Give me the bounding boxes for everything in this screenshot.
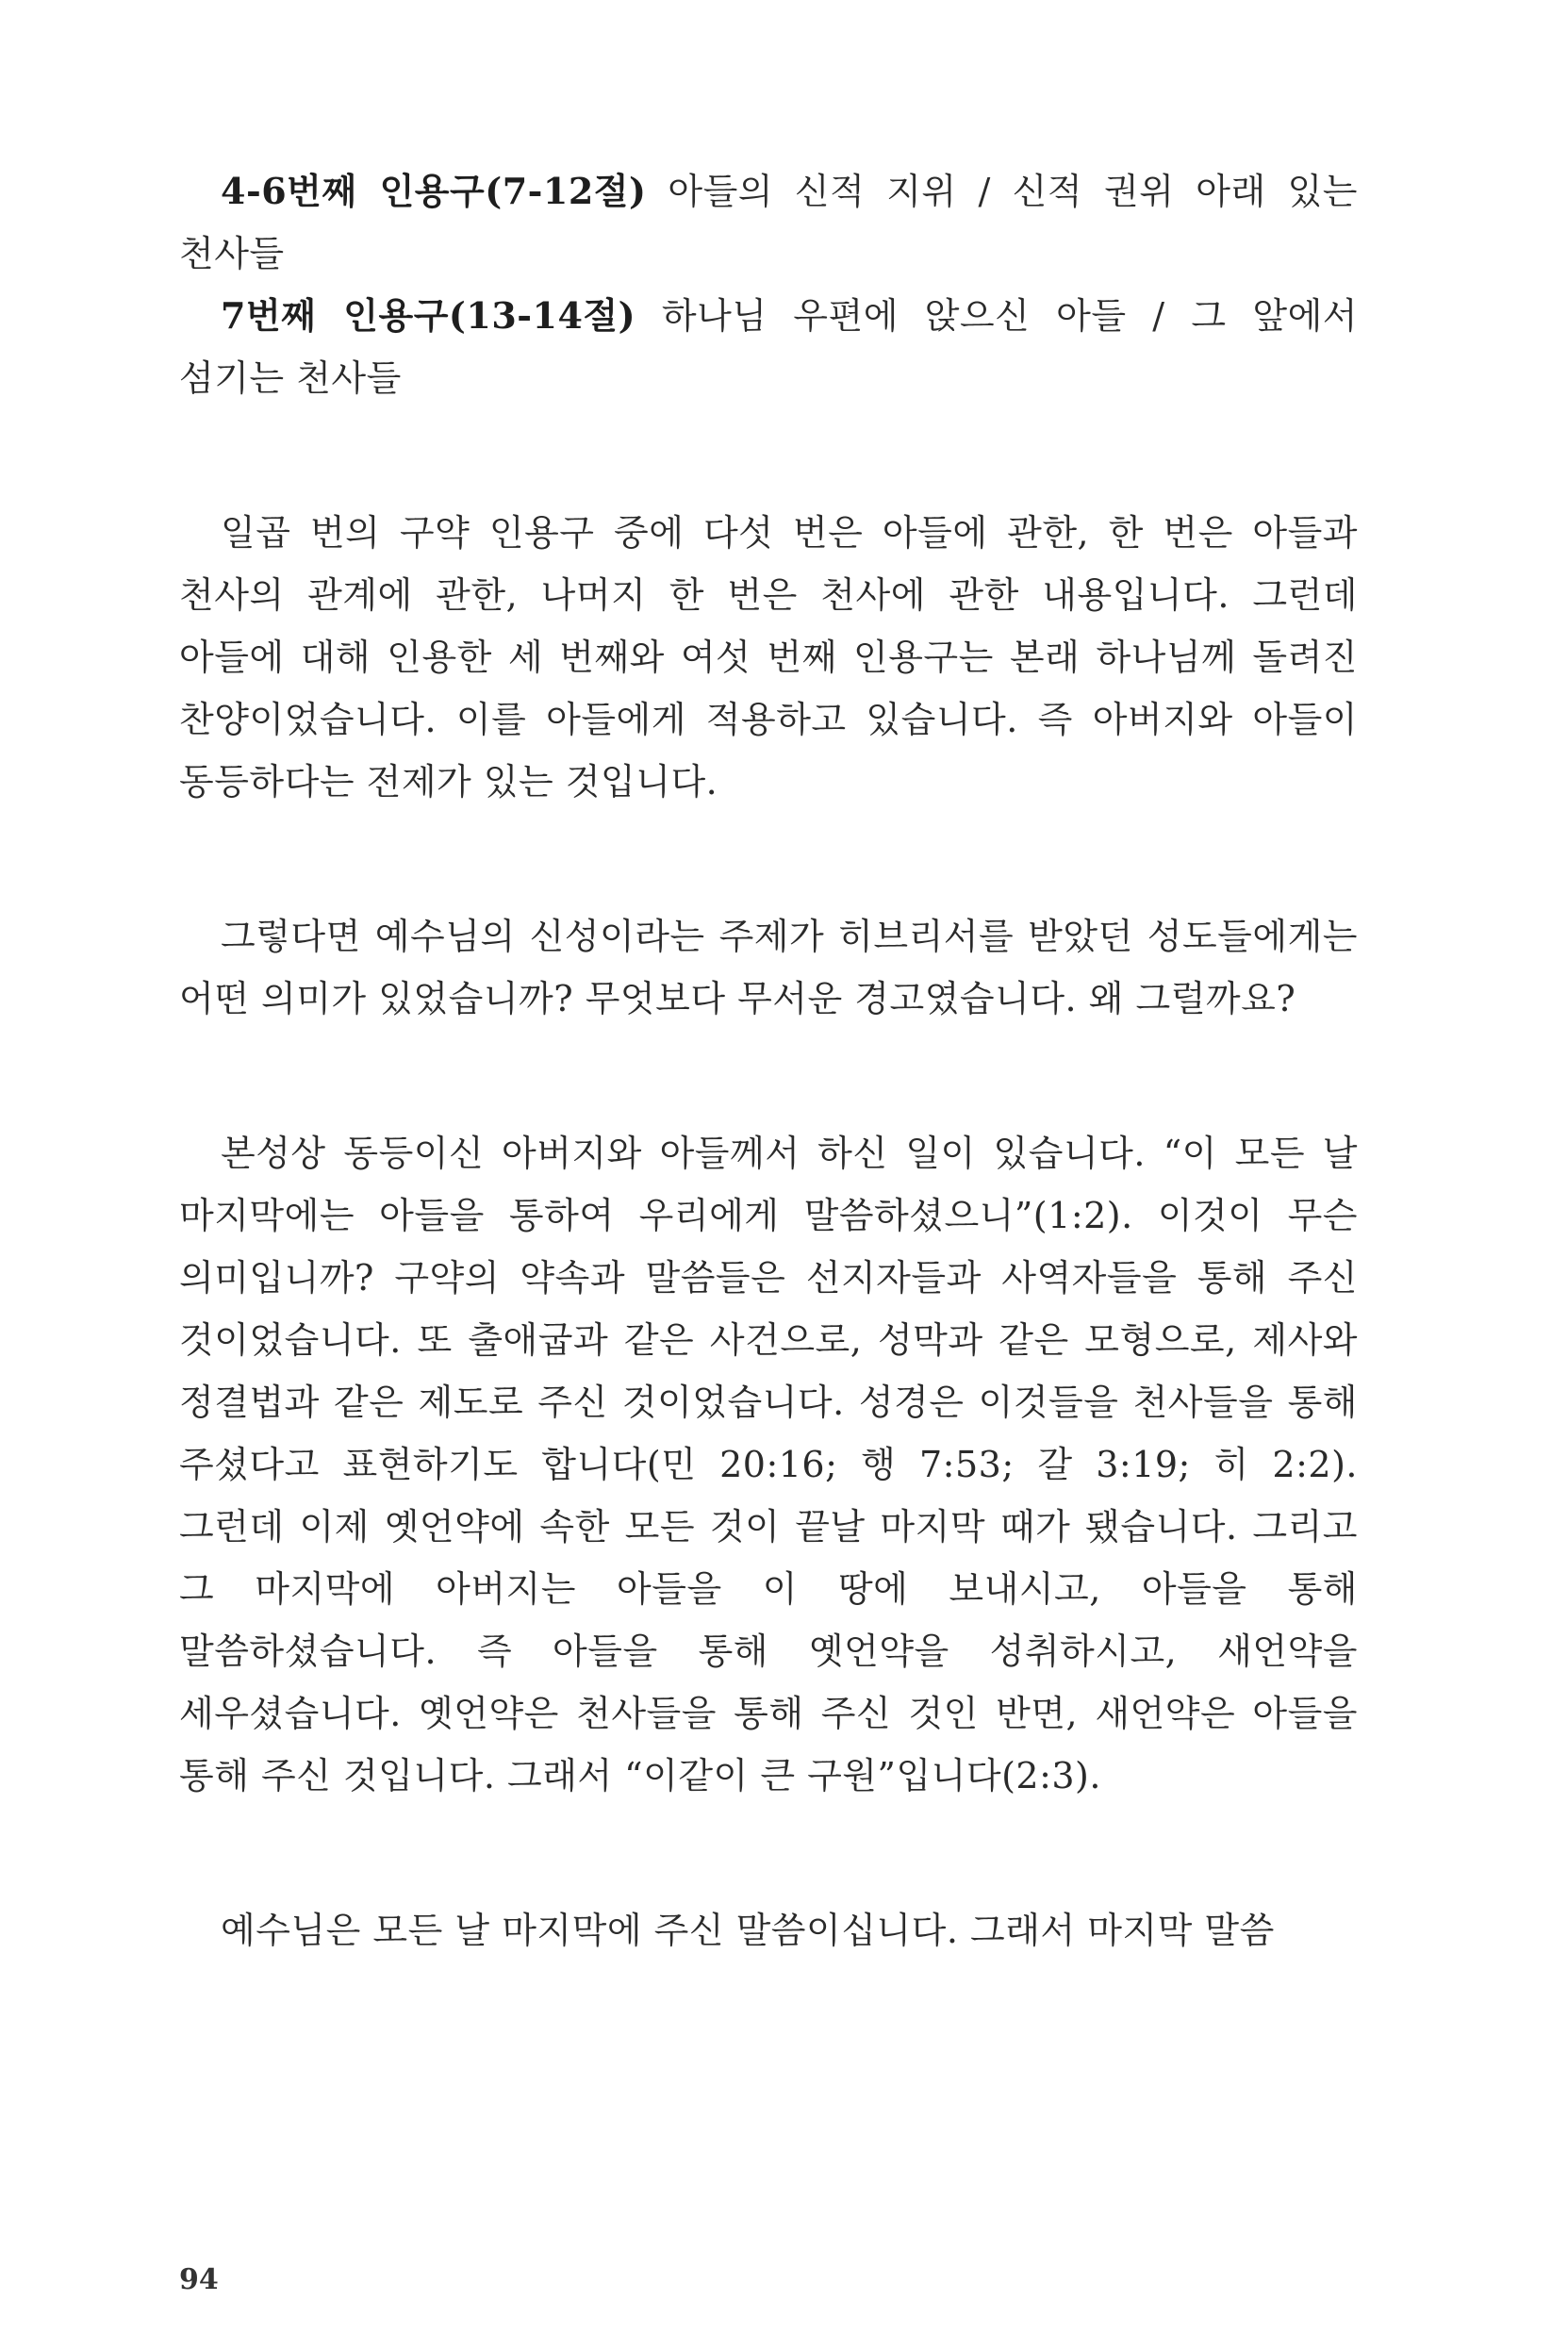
- page-number: 94: [179, 2263, 219, 2296]
- outline-text: 아들의 신적 지위 / 신적 권위 아래 있는 천사들: [179, 171, 1359, 274]
- outline-item-4-6: [179, 160, 1358, 285]
- body-paragraph: 그렇다면 예수님의 신성이라는 주제가 히브리서를 받았던 성도들에게는 어떤 의미가 있었습니까? 무엇보다 무서운 경고였습니다. 왜 그럴까요?: [179, 916, 1358, 1019]
- outline-item-7: [179, 285, 1358, 409]
- outline-text: 하나님 우편에 앉으신 아들 / 그 앞에서 섬기는 천사들: [179, 295, 1358, 399]
- body-paragraph: 예수님은 모든 날 마지막에 주신 말씀이십니다. 그래서 마지막 말씀: [221, 1910, 1275, 1951]
- body-paragraph: 일곱 번의 구약 인용구 중에 다섯 번은 아들에 관한, 한 번은 아들과 천사의 관계에 관한, 나머지 한 번은 천사에 관한 내용입니다. 그런데 아들에 대해 인용한 세 번째와 여섯 번째 인용구는 본래 하나님께 돌려진 찬양이었습니다. 이를 아들에게 적용하고 있습니다. 즉 아버지와 아들이 동등하다는 전제가 있는 것입니다.: [179, 512, 1358, 803]
- page-body: [179, 160, 1358, 2263]
- outline-lead: 4-6번째 인용구(7-12절): [221, 170, 647, 212]
- body-paragraph: 본성상 동등이신 아버지와 아들께서 하신 일이 있습니다. “이 모든 날 마지막에는 아들을 통하여 우리에게 말씀하셨으니”(1:2). 이것이 무슨 의미입니까? 구약의 약속과 말씀들은 선지자들과 사역자들을 통해 주신 것이었습니다. 또 출애굽과 같은 사건으로, 성막과 같은 모형으로, 제사와 정결법과 같은 제도로 주신 것이었습니다. 성경은 이것들을 천사들을 통해 주셨다고 표현하기도 합니다(민 20:16; 행 7:53; 갈 3:19; 히 2:2). 그런데 이제 옛언약에 속한 모든 것이 끝날 마지막 때가 됐습니다. 그리고 그 마지막에 아버지는 아들을 이 땅에 보내시고, 아들을 통해 말씀하셨습니다. 즉 아들을 통해 옛언약을 성취하시고, 새언약을 세우셨습니다. 옛언약은 천사들을 통해 주신 것인 반면, 새언약은 아들을 통해 주신 것입니다. 그래서 “이같이 큰 구원”입니다(2:3).: [179, 1133, 1358, 1796]
- outline-lead: 7번째 인용구(13-14절): [221, 294, 636, 337]
